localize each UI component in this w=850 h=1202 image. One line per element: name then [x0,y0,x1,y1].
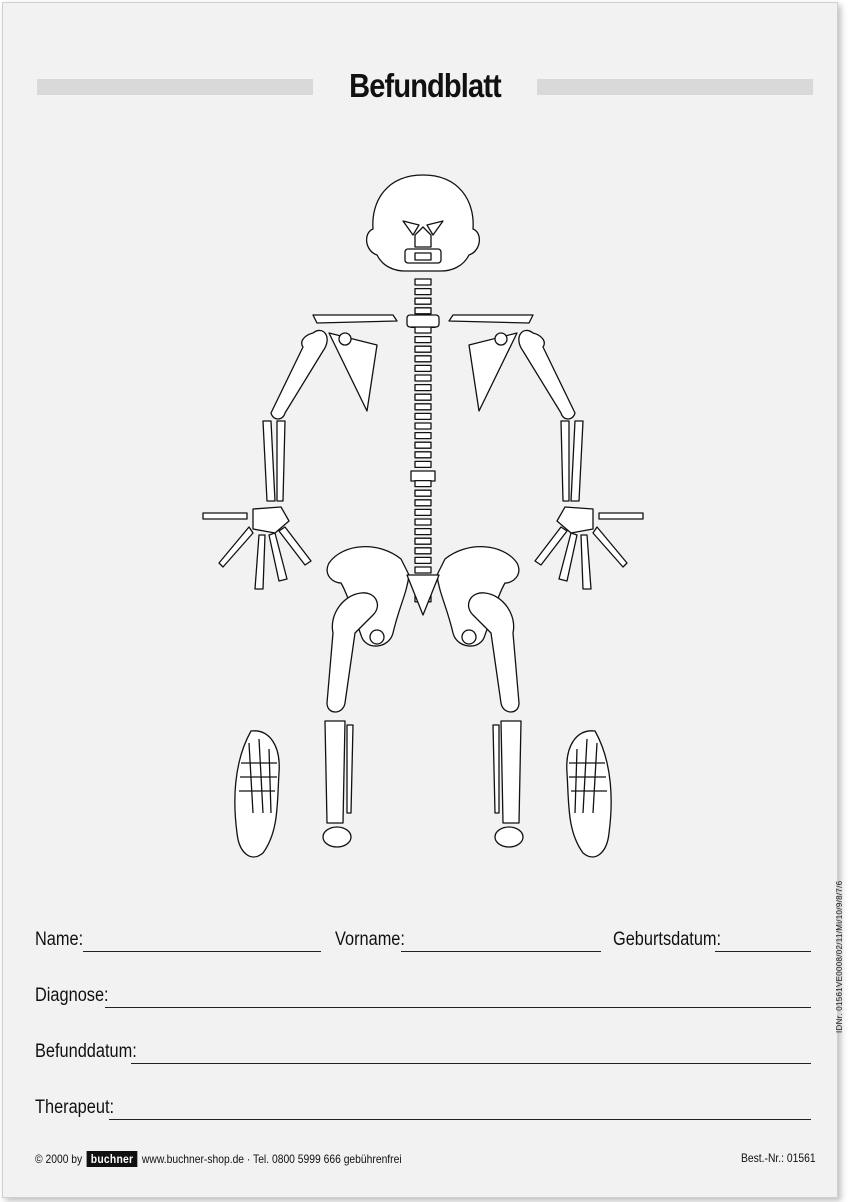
vertebra [415,279,431,285]
vertebra [415,442,431,448]
diagnose-label: Diagnose: [35,985,109,1006]
title-rule-right [537,79,813,95]
clavicle-right [449,315,533,323]
vertebra [415,356,431,362]
ankle-left [323,827,351,847]
befunddatum-field[interactable] [131,1063,811,1064]
vertebra [415,327,431,333]
geburtsdatum-field[interactable] [715,951,811,952]
geburtsdatum-label: Geburtsdatum: [613,929,722,950]
tibia-right [493,721,521,823]
vertebra [415,375,431,381]
vertebra [415,289,431,295]
clavicle-left [313,315,397,323]
copyright: © 2000 by [35,1152,83,1166]
vertebra [415,538,431,544]
therapeut-label: Therapeut: [35,1097,115,1118]
vertebra [415,519,431,525]
sacrum [407,575,439,615]
scapula-left [329,333,377,411]
vertebra [415,548,431,554]
vertebra [415,404,431,410]
foot-right [567,731,611,857]
femur-right [469,593,519,712]
hand-left [203,507,311,589]
femur-left [327,593,377,712]
side-code: IDNr. 01561VE0008/02/11/Mi/10/9/8/7/6 [835,880,844,1033]
therapeut-field[interactable] [109,1119,811,1120]
vertebra [415,567,431,573]
vertebra [415,461,431,467]
vertebra [415,481,431,487]
name-label: Name: [35,929,84,950]
forearm-right [561,421,583,501]
contact-info: www.buchner-shop.de · Tel. 0800 5999 666 gebührenfrei [141,1152,402,1166]
vertebra [415,490,431,496]
vertebra [411,471,435,481]
vertebra [415,423,431,429]
page-title: Befundblatt [349,67,501,104]
title-rule-left [37,79,313,95]
vertebra [415,337,431,343]
vertebra [415,452,431,458]
vertebra [415,298,431,304]
ankle-right [495,827,523,847]
humerus-left [271,330,327,419]
befunddatum-label: Befunddatum: [35,1041,137,1062]
vertebra [415,433,431,439]
vorname-field[interactable] [401,951,601,952]
vorname-label: Vorname: [335,929,405,950]
tibia-left [325,721,353,823]
brand-logo: buchner [87,1151,138,1167]
jaw [405,249,441,263]
vertebra [415,385,431,391]
vertebra [415,557,431,563]
sternum-plate [407,315,439,327]
vertebra [415,346,431,352]
vertebra [415,500,431,506]
scapula-right [469,333,517,411]
humerus-right [519,330,575,419]
shoulder-joint-right [495,333,507,345]
vertebra [415,509,431,515]
vertebra [415,394,431,400]
forearm-left [263,421,285,501]
hand-right [535,507,643,589]
vertebra [415,365,431,371]
vertebra [415,308,431,314]
name-field[interactable] [83,951,321,952]
skeleton-diagram [193,163,653,863]
form-sheet [2,2,844,1198]
footer-left [35,1151,402,1167]
foot-left [235,731,279,857]
vertebra [415,413,431,419]
order-number: Best.-Nr.: 01561 [741,1151,816,1165]
diagnose-field[interactable] [105,1007,811,1008]
vertebra [415,529,431,535]
shoulder-joint-left [339,333,351,345]
